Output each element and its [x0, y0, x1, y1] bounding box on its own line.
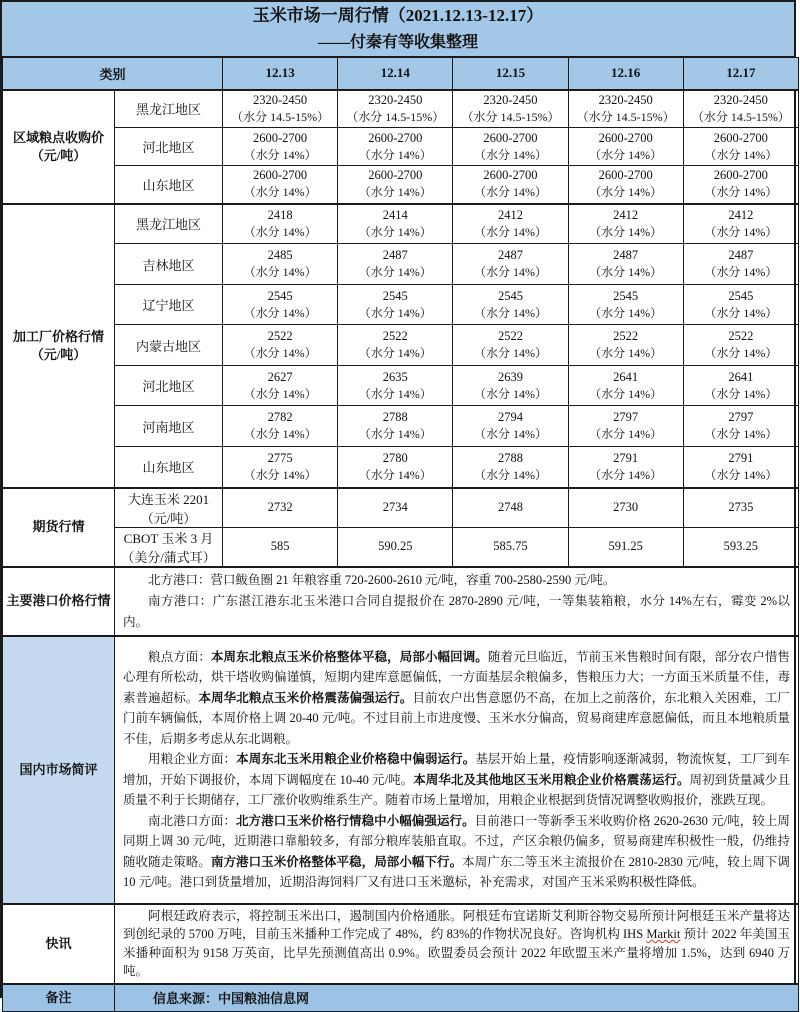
- row-label: 山东地区: [115, 166, 223, 204]
- review-paragraph-grain-points: [123, 647, 790, 750]
- price-cell: 2794 （水分 14%）: [453, 406, 568, 447]
- price-cell: 2748: [453, 488, 568, 528]
- price-cell: 593.25: [683, 527, 798, 567]
- ports-south-line: 南方港口：广东湛江港东北玉米港口合同自提报价在 2870-2890 元/吨，一等集装箱粮，水分 14%左右，霉变 2%以内。: [123, 593, 790, 629]
- section-label-text: 区域粮点收购价: [12, 129, 104, 145]
- price-cell: 2735: [683, 488, 798, 528]
- price-cell: 2600-2700 （水分 14%）: [338, 128, 453, 166]
- price-cell: 2522 （水分 14%）: [683, 325, 798, 366]
- price-cell: 2797 （水分 14%）: [683, 406, 798, 447]
- row-label: 河北地区: [115, 366, 223, 406]
- section-label-factory-price: [3, 204, 115, 488]
- text-segment: 阿根廷政府表示，将控制玉米出口，遏制国内价格通胀。阿根廷布宜诺斯艾利斯谷物交易所预计阿根廷玉米产量将达到创纪录的 5700 万吨，目前玉米播种工作完成了 48%，约 83%的作物状况良好。咨询机构 IHS: [123, 908, 790, 941]
- price-cell: 2545 （水分 14%）: [683, 285, 798, 325]
- table-row: [3, 244, 799, 285]
- text-segment: 北方港口玉米价格行情稳中小幅偏强运行。: [235, 813, 475, 828]
- table-row: [3, 166, 799, 204]
- price-cell: 2600-2700 （水分 14%）: [453, 128, 568, 166]
- text-segment: 南北港口方面：: [148, 813, 236, 828]
- price-cell: 2639 （水分 14%）: [453, 366, 568, 406]
- table-row: [3, 128, 799, 166]
- ports-content: [115, 567, 799, 636]
- column-header-date: 12.15: [453, 58, 568, 90]
- table-row: [3, 406, 799, 447]
- price-cell: 2320-2450 （水分 14.5-15%）: [338, 90, 453, 128]
- price-cell: 2641 （水分 14%）: [683, 366, 798, 406]
- price-cell: 2600-2700 （水分 14%）: [568, 166, 683, 204]
- section-label-news: 快讯: [3, 904, 115, 984]
- price-cell: 2600-2700 （水分 14%）: [683, 128, 798, 166]
- text-segment: 粮点方面：: [148, 649, 211, 664]
- column-header-date: 12.13: [223, 58, 338, 90]
- price-cell: 2487 （水分 14%）: [568, 244, 683, 285]
- price-cell: 591.25: [568, 527, 683, 567]
- price-cell: 2641 （水分 14%）: [568, 366, 683, 406]
- ports-north-line: 北方港口：营口鲅鱼圈 21 年粮容重 720-2600-2610 元/吨，容重 700-2580-2590 元/吨。: [148, 572, 616, 587]
- price-table: [2, 57, 799, 1012]
- section-label-futures: 期货行情: [3, 488, 115, 567]
- price-cell: 2522 （水分 14%）: [223, 325, 338, 366]
- title-block: [2, 2, 794, 57]
- price-cell: 2600-2700 （水分 14%）: [683, 166, 798, 204]
- review-paragraph-ports: [123, 811, 790, 893]
- text-segment: 预计 2022 年美国玉米播种面积为 9158 万英亩，比早先预测值高出 0.9%。欧盟委员会预计 2022 年欧盟玉米产量将增加 1.5%，达到 6940 万吨。: [123, 927, 790, 978]
- price-cell: 2414 （水分 14%）: [338, 204, 453, 244]
- text-segment: 周初到货量减少且质量不利于长期储存，工厂涨价收购维系生产。随着市场上量增加，用粮企业根据到货情况调整收购报价，涨跌互现。: [123, 772, 790, 807]
- price-cell: 2485 （水分 14%）: [223, 244, 338, 285]
- column-header-date: 12.16: [568, 58, 683, 90]
- text-segment: 用粮企业方面：: [148, 752, 237, 766]
- price-cell: 2791 （水分 14%）: [568, 447, 683, 488]
- table-row: [3, 984, 799, 1012]
- table-row: [3, 90, 799, 128]
- price-cell: 2418 （水分 14%）: [223, 204, 338, 244]
- table-row: [3, 285, 799, 325]
- price-cell: 2487 （水分 14%）: [683, 244, 798, 285]
- section-label-note: 备注: [3, 984, 115, 1012]
- price-cell: 2522 （水分 14%）: [338, 325, 453, 366]
- row-label: 黑龙江地区: [115, 204, 223, 244]
- news-paragraph: [123, 907, 790, 981]
- price-cell: 2780 （水分 14%）: [338, 447, 453, 488]
- page-title: 玉米市场一周行情（2021.12.13-12.17）: [252, 6, 544, 25]
- column-header-date: 12.14: [338, 58, 453, 90]
- price-cell: 2320-2450 （水分 14.5-15%）: [223, 90, 338, 128]
- price-cell: 2320-2450 （水分 14.5-15%）: [683, 90, 798, 128]
- price-cell: 2791 （水分 14%）: [683, 447, 798, 488]
- section-label-ports: 主要港口价格行情: [3, 567, 115, 636]
- text-segment: Markit: [646, 927, 681, 941]
- price-cell: 2545 （水分 14%）: [338, 285, 453, 325]
- price-cell: 2320-2450 （水分 14.5-15%）: [453, 90, 568, 128]
- text-segment: 本周华北及其他地区玉米用粮企业价格震荡运行。: [413, 772, 690, 787]
- price-cell: 2788 （水分 14%）: [338, 406, 453, 447]
- price-cell: 2487 （水分 14%）: [338, 244, 453, 285]
- price-cell: 2782 （水分 14%）: [223, 406, 338, 447]
- price-cell: 590.25: [338, 527, 453, 567]
- row-label: 吉林地区: [115, 244, 223, 285]
- price-cell: 2522 （水分 14%）: [453, 325, 568, 366]
- price-cell: 585: [223, 527, 338, 567]
- price-cell: 2788 （水分 14%）: [453, 447, 568, 488]
- news-content: [115, 904, 799, 984]
- row-label: 河北地区: [115, 128, 223, 166]
- text-segment: 本周华北粮点玉米价格震荡偏强运行。: [198, 690, 413, 705]
- column-header-date: 12.17: [683, 58, 798, 90]
- row-label-dalian-corn: 大连玉米 2201 （元/吨）: [115, 488, 223, 528]
- price-cell: 2734: [338, 488, 453, 528]
- row-label: 辽宁地区: [115, 285, 223, 325]
- table-row: [3, 325, 799, 366]
- table-row: [3, 204, 799, 244]
- price-cell: 2732: [223, 488, 338, 528]
- price-cell: 2600-2700 （水分 14%）: [338, 166, 453, 204]
- row-label: 内蒙古地区: [115, 325, 223, 366]
- price-cell: 2412 （水分 14%）: [568, 204, 683, 244]
- text-segment: 本周东北玉米用粮企业价格稳中偏弱运行。: [236, 752, 476, 766]
- row-label: 山东地区: [115, 447, 223, 488]
- text-segment: 目前港口一等新季玉米收购价格 2620-2630 元/吨，较上周同期上调 30 元/吨，近期港口靠船较多，有部分粮库装船直取。不过，产区余粮仍偏多，贸易商建库积极性一般，仍维持随收随走策略。: [123, 813, 790, 869]
- market-review-content: [115, 636, 799, 904]
- price-cell: 2412 （水分 14%）: [683, 204, 798, 244]
- price-cell: 2412 （水分 14%）: [453, 204, 568, 244]
- note-source: 信息来源：中国粮油信息网: [115, 984, 799, 1012]
- text-segment: 目前农户出售意愿仍不高，在加上之前落价，东北粮入关困难，工厂门前车辆偏低，本周价格上调 20-40 元/吨。不过目前上市进度慢、玉米水分偏高，贸易商建库意愿偏低，而且本地粮质量不佳，后期多考虑从东北调粮。: [123, 690, 790, 746]
- section-label-region-purchase: [3, 90, 115, 204]
- price-cell: 2730: [568, 488, 683, 528]
- section-unit-text: （元/吨）: [30, 147, 87, 163]
- table-row: [3, 447, 799, 488]
- price-cell: 2600-2700 （水分 14%）: [453, 166, 568, 204]
- price-cell: 2545 （水分 14%）: [223, 285, 338, 325]
- table-row: [3, 904, 799, 984]
- text-segment: 随着元旦临近，节前玉米售粮时间有限，部分农户惜售心理有所松动，烘干塔收购偏谨慎，短期内建库意愿偏低，一方面基层余粮偏多，售粮压力大；一方面玉米质量不佳，毒素普遍超标。: [123, 649, 790, 705]
- price-cell: 2600-2700 （水分 14%）: [568, 128, 683, 166]
- section-label-market-review: 国内市场简评: [3, 636, 115, 904]
- price-cell: 2320-2450 （水分 14.5-15%）: [568, 90, 683, 128]
- price-cell: 2545 （水分 14%）: [453, 285, 568, 325]
- page-subtitle: ——付秦有等收集整理: [317, 34, 478, 51]
- price-cell: 2600-2700 （水分 14%）: [223, 128, 338, 166]
- table-header-row: [3, 58, 799, 90]
- price-cell: 2627 （水分 14%）: [223, 366, 338, 406]
- table-row: [3, 567, 799, 636]
- review-paragraph-feed-enterprises: [123, 749, 790, 811]
- price-cell: 585.75: [453, 527, 568, 567]
- table-row: [3, 366, 799, 406]
- row-label: 河南地区: [115, 406, 223, 447]
- table-row: [3, 636, 799, 904]
- price-cell: 2545 （水分 14%）: [568, 285, 683, 325]
- price-cell: 2522 （水分 14%）: [568, 325, 683, 366]
- price-cell: 2797 （水分 14%）: [568, 406, 683, 447]
- text-segment: 本周广东二等玉米主流报价在 2810-2830 元/吨，较上周下调 10 元/吨。港口到货量增加，近期沿海饲料厂又有进口玉米邀标，补充需求，对国产玉米采购积极性降低。: [123, 854, 790, 889]
- row-label: 黑龙江地区: [115, 90, 223, 128]
- text-segment: 基层开始上量，疫情影响逐渐减弱，物流恢复，工厂到车增加，开始下调报价，本周下调幅度在 10-40 元/吨。: [123, 752, 790, 787]
- table-row: [3, 527, 799, 567]
- row-label-cbot-corn: CBOT 玉米 3 月 （美分/蒲式耳）: [115, 527, 223, 567]
- price-cell: 2635 （水分 14%）: [338, 366, 453, 406]
- text-segment: 本周东北粮点玉米价格整体平稳，局部小幅回调。: [210, 649, 488, 664]
- price-cell: 2487 （水分 14%）: [453, 244, 568, 285]
- text-segment: 南方港口玉米价格整体平稳，局部小幅下行。: [210, 854, 463, 869]
- column-header-category: 类别: [3, 58, 223, 90]
- table-row: [3, 488, 799, 528]
- price-cell: 2775 （水分 14%）: [223, 447, 338, 488]
- section-label-text: 加工厂价格行情: [12, 328, 104, 344]
- price-cell: 2600-2700 （水分 14%）: [223, 166, 338, 204]
- section-unit-text: （元/吨）: [30, 346, 87, 362]
